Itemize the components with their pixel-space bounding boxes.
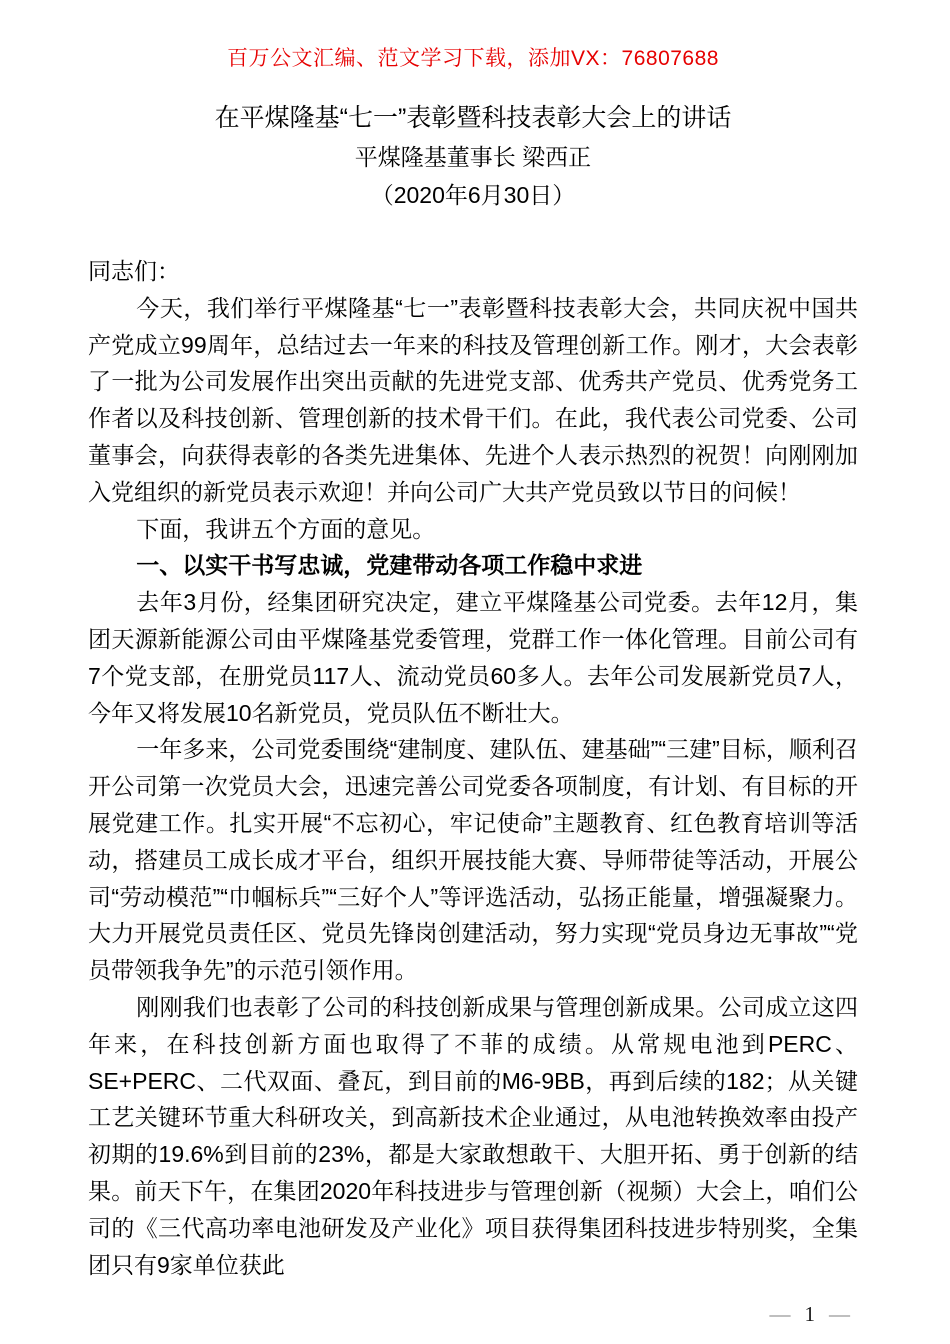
body-paragraph: 去年3月份，经集团研究决定，建立平煤隆基公司党委。去年12月，集团天源新能源公司由平煤隆基党委管理，党群工作一体化管理。目前公司有7个党支部，在册党员117人、流动党员60多人。去年公司发展新党员7人，今年又将发展10名新党员，党员队伍不断壮大。 (88, 589, 858, 726)
document-body (88, 253, 858, 1283)
body-paragraph: 刚刚我们也表彰了公司的科技创新成果与管理创新成果。公司成立这四年来，在科技创新方面也取得了不菲的成绩。从常规电池到PERC、SE+PERC、二代双面、叠瓦，到目前的M6-9BB，再到后续的182；从关键工艺关键环节重大科研攻关，到高新技术企业通过，从电池转换效率由投产初期的19.6%到目前的23%，都是大家敢想敢干、大胆开拓、勇于创新的结果。前天下午，在集团2020年科技进步与管理创新（视频）大会上，咱们公司的《三代高功率电池研发及产业化》项目获得集团科技进步特别奖，全集团只有9家单位获此 (88, 993, 858, 1278)
footer-right-dash: — (829, 1302, 850, 1326)
speaker-line: 平煤隆基董事长 梁西正 (354, 144, 592, 170)
page-footer (770, 1302, 851, 1326)
body-paragraph: 一年多来，公司党委围绕“建制度、建队伍、建基础”“三建”目标，顺利召开公司第一次党员大会，迅速完善公司党委各项制度，有计划、有目标的开展党建工作。扎实开展“不忘初心，牢记使命”主题教育、红色教育培训等活动，搭建员工成长成才平台，组织开展技能大赛、导师带徒等活动，开展公司“劳动模范”“巾帼标兵”“三好个人”等评选活动，弘扬正能量，增强凝聚力。大力开展党员责任区、党员先锋岗创建活动，努力实现“党员身边无事故”“党员带领我争先”的示范引领作用。 (88, 736, 858, 984)
body-paragraph: 今天，我们举行平煤隆基“七一”表彰暨科技表彰大会，共同庆祝中国共产党成立99周年，总结过去一年来的科技及管理创新工作。刚才，大会表彰了一批为公司发展作出突出贡献的先进党支部、优秀共产党员、优秀党务工作者以及科技创新、管理创新的技术骨干们。在此，我代表公司党委、公司董事会，向获得表彰的各类先进集体、先进个人表示热烈的祝贺！向刚刚加入党组织的新党员表示欢迎！并向公司广大共产党员致以节日的问候！ (88, 294, 858, 505)
body-paragraph: 下面，我讲五个方面的意见。 (136, 515, 436, 542)
page-number: 1 (804, 1302, 815, 1326)
salutation: 同志们： (88, 258, 180, 284)
footer-left-dash: — (769, 1302, 791, 1326)
promo-notice-banner: 百万公文汇编、范文学习下载，添加VX：76807688 (227, 47, 719, 70)
document-title: 在平煤隆基“七一”表彰暨科技表彰大会上的讲话 (214, 104, 732, 132)
section-heading: 一、以实干书写忠诚，党建带动各项工作稳中求进 (136, 552, 643, 579)
date-line: （2020年6月30日） (370, 182, 576, 208)
